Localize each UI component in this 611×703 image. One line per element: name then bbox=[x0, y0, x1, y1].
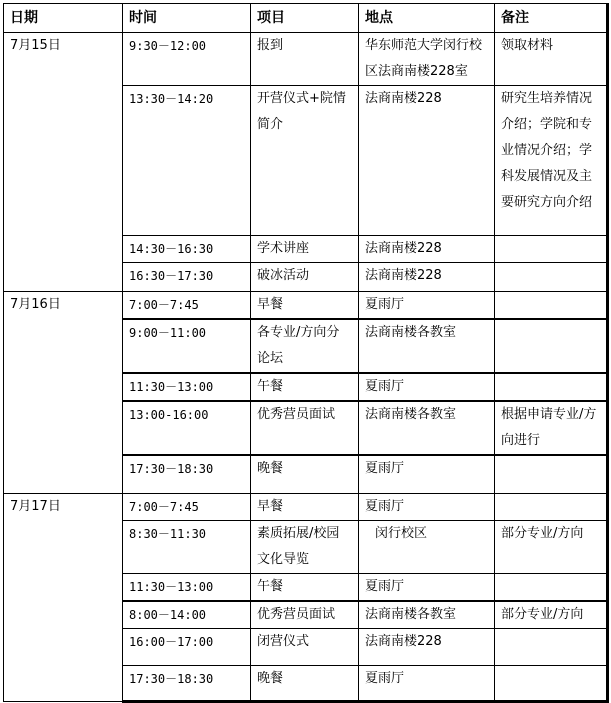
item-cell: 晚餐 bbox=[251, 665, 359, 701]
remark-cell: 根据申请专业/方向进行 bbox=[495, 401, 608, 455]
time-cell: 11:30－13:00 bbox=[123, 373, 251, 401]
time-cell: 17:30－18:30 bbox=[123, 455, 251, 493]
remark-cell: 研究生培养情况介绍；学院和专业情况介绍；学科发展情况及主要研究方向介绍 bbox=[495, 86, 608, 236]
item-cell: 早餐 bbox=[251, 292, 359, 320]
location-cell: 法商南楼228 bbox=[359, 263, 495, 292]
time-cell: 16:30－17:30 bbox=[123, 263, 251, 292]
schedule-table bbox=[3, 3, 609, 703]
time-cell: 9:30－12:00 bbox=[123, 33, 251, 86]
remark-cell: 部分专业/方向 bbox=[495, 520, 608, 573]
location-cell: 夏雨厅 bbox=[359, 373, 495, 401]
location-cell: 夏雨厅 bbox=[359, 455, 495, 493]
table-row bbox=[4, 33, 608, 86]
remark-cell bbox=[495, 665, 608, 701]
time-cell: 11:30－13:00 bbox=[123, 573, 251, 601]
header-date: 日期 bbox=[4, 4, 123, 33]
remark-cell bbox=[495, 292, 608, 320]
header-remark: 备注 bbox=[495, 4, 608, 33]
location-cell: 闵行校区 bbox=[359, 520, 495, 573]
location-cell: 夏雨厅 bbox=[359, 493, 495, 520]
item-cell: 晚餐 bbox=[251, 455, 359, 493]
location-cell: 华东师范大学闵行校区法商南楼228室 bbox=[359, 33, 495, 86]
item-cell: 午餐 bbox=[251, 373, 359, 401]
time-cell: 16:00－17:00 bbox=[123, 628, 251, 665]
remark-cell bbox=[495, 628, 608, 665]
item-cell: 闭营仪式 bbox=[251, 628, 359, 665]
time-cell: 9:00－11:00 bbox=[123, 319, 251, 373]
location-cell: 法商南楼各教室 bbox=[359, 601, 495, 629]
remark-cell bbox=[495, 236, 608, 263]
item-cell: 素质拓展/校园文化导览 bbox=[251, 520, 359, 573]
header-item: 项目 bbox=[251, 4, 359, 33]
time-cell: 17:30－18:30 bbox=[123, 665, 251, 701]
time-cell: 7:00－7:45 bbox=[123, 493, 251, 520]
header-location: 地点 bbox=[359, 4, 495, 33]
item-cell: 优秀营员面试 bbox=[251, 401, 359, 455]
location-cell: 法商南楼228 bbox=[359, 86, 495, 236]
location-cell: 夏雨厅 bbox=[359, 573, 495, 601]
header-time: 时间 bbox=[123, 4, 251, 33]
date-cell: 7月16日 bbox=[4, 292, 123, 494]
time-cell: 13:00-16:00 bbox=[123, 401, 251, 455]
item-cell: 午餐 bbox=[251, 573, 359, 601]
time-cell: 13:30－14:20 bbox=[123, 86, 251, 236]
remark-cell bbox=[495, 455, 608, 493]
header-row bbox=[4, 4, 608, 33]
item-cell: 破冰活动 bbox=[251, 263, 359, 292]
item-cell: 学术讲座 bbox=[251, 236, 359, 263]
remark-cell bbox=[495, 373, 608, 401]
remark-cell bbox=[495, 493, 608, 520]
remark-cell bbox=[495, 319, 608, 373]
remark-cell: 领取材料 bbox=[495, 33, 608, 86]
location-cell: 夏雨厅 bbox=[359, 292, 495, 320]
location-cell: 法商南楼228 bbox=[359, 236, 495, 263]
date-cell: 7月15日 bbox=[4, 33, 123, 292]
table-row bbox=[4, 493, 608, 520]
time-cell: 7:00－7:45 bbox=[123, 292, 251, 320]
time-cell: 14:30－16:30 bbox=[123, 236, 251, 263]
table-row bbox=[4, 292, 608, 320]
item-cell: 开营仪式+院情简介 bbox=[251, 86, 359, 236]
item-cell: 优秀营员面试 bbox=[251, 601, 359, 629]
location-cell: 法商南楼各教室 bbox=[359, 401, 495, 455]
location-cell: 法商南楼228 bbox=[359, 628, 495, 665]
remark-cell: 部分专业/方向 bbox=[495, 601, 608, 629]
location-cell: 夏雨厅 bbox=[359, 665, 495, 701]
item-cell: 报到 bbox=[251, 33, 359, 86]
time-cell: 8:00－14:00 bbox=[123, 601, 251, 629]
item-cell: 早餐 bbox=[251, 493, 359, 520]
location-cell: 法商南楼各教室 bbox=[359, 319, 495, 373]
remark-cell bbox=[495, 263, 608, 292]
remark-cell bbox=[495, 573, 608, 601]
date-cell: 7月17日 bbox=[4, 493, 123, 701]
time-cell: 8:30－11:30 bbox=[123, 520, 251, 573]
item-cell: 各专业/方向分论坛 bbox=[251, 319, 359, 373]
